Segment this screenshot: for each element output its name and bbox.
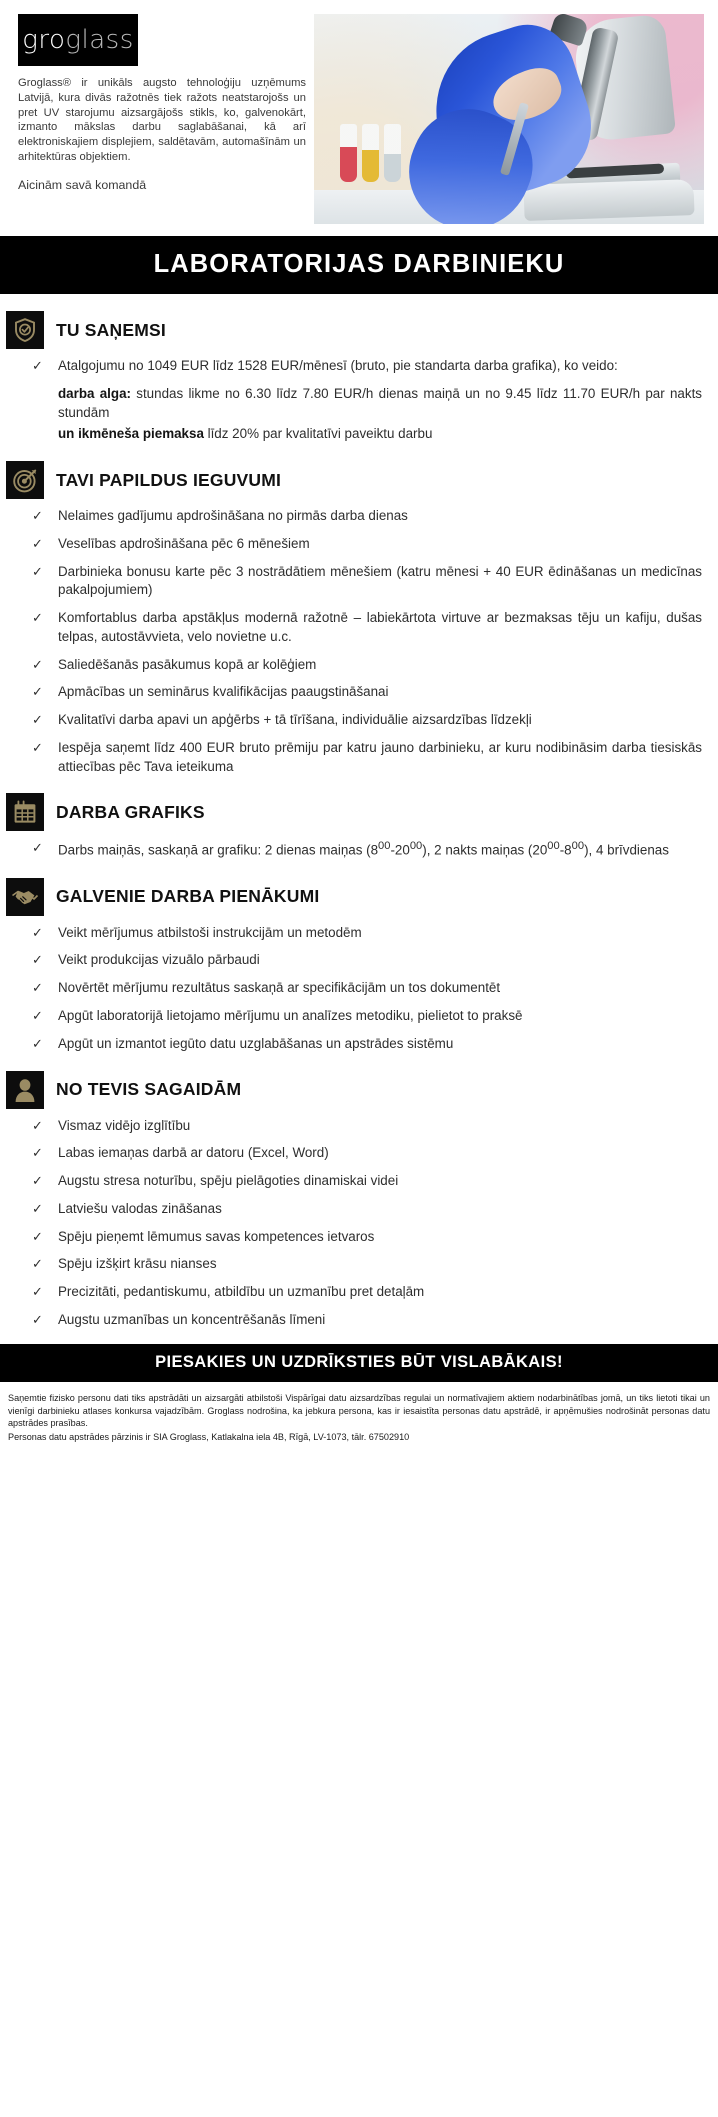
list-item-schedule	[32, 839, 702, 860]
list-item: ✓ Saliedēšanās pasākumus kopā ar kolēģiem	[32, 656, 702, 675]
section-header-sagaidam	[6, 1071, 702, 1109]
bullet-list-tu-sanemsi	[6, 357, 702, 376]
schedule-sup-1: 00	[378, 840, 391, 853]
schedule-sup-3: 00	[547, 840, 560, 853]
section-title: DARBA GRAFIKS	[56, 801, 205, 822]
salary-detail-bonus	[6, 425, 702, 444]
section-header-ieguvumi	[6, 461, 702, 499]
schedule-prefix: Darbs maiņās, saskaņā ar grafiku: 2 dienas maiņas (8	[58, 842, 379, 858]
target-icon	[6, 461, 44, 499]
list-item: ✓ Veikt mērījumus atbilstoši instrukcijām un metodēm	[32, 924, 702, 943]
groglass-logo	[18, 14, 138, 66]
cta-text: PIESAKIES UN UZDRĪKSTIES BŪT VISLABĀKAIS!	[155, 1352, 563, 1371]
person-icon	[6, 1071, 44, 1109]
job-title-banner	[0, 236, 718, 294]
salary-detail-hourly	[6, 385, 702, 423]
list-item: ✓ Kvalitatīvi darba apavi un apģērbs + tā tīrīšana, individuālie aizsardzības līdzekļi	[32, 711, 702, 730]
photo-test-tube-yellow	[362, 124, 379, 182]
invitation-line: Aicinām savā komandā	[18, 177, 147, 192]
logo-text-secondary: glass	[65, 25, 134, 55]
list-item: ✓ Precizitāti, pedantiskumu, atbildību un uzmanību pret detaļām	[32, 1283, 702, 1302]
section-title: NO TEVIS SAGAIDĀM	[56, 1079, 242, 1100]
salary-value-hourly: stundas likme no 6.30 līdz 7.80 EUR/h dienas maiņā un no 9.45 līdz 11.70 EUR/h par nakts stundām	[58, 385, 702, 420]
header-text-column	[8, 14, 308, 192]
list-item: ✓ Apgūt laboratorijā lietojamo mērījumu un analīzes metodiku, pielietot to praksē	[32, 1007, 702, 1026]
section-title: TAVI PAPILDUS IEGUVUMI	[56, 469, 282, 490]
list-item: ✓ Augstu stresa noturību, spēju pielāgoties dinamiskai videi	[32, 1172, 702, 1191]
list-item: ✓ Apgūt un izmantot iegūto datu uzglabāšanas un apstrādes sistēmu	[32, 1035, 702, 1054]
list-item: ✓ Veselības apdrošināšana pēc 6 mēnešiem	[32, 535, 702, 554]
schedule-mid-2: ), 2 nakts maiņas (20	[422, 842, 548, 858]
schedule-sup-2: 00	[409, 840, 423, 853]
legal-paragraph-controller: Personas datu apstrādes pārzinis ir SIA Groglass, Katlakalna iela 4B, Rīgā, LV-1073, tālr. 67502910	[8, 1432, 410, 1443]
main-content	[0, 311, 718, 1330]
calendar-icon	[6, 793, 44, 831]
schedule-mid-1: -20	[390, 842, 410, 858]
photo-test-tube-clear	[384, 124, 401, 182]
salary-value-bonus: līdz 20% par kvalitatīvi paveiktu darbu	[203, 426, 433, 442]
schedule-suffix: ), 4 brīvdienas	[584, 842, 669, 858]
list-item: ✓ Iespēja saņemt līdz 400 EUR bruto prēmiju par katru jauno darbinieku, ar kuru nodibināsim darba tiesiskās attiecības pēc Tava ieteikuma	[32, 739, 702, 777]
list-item: ✓ Apmācības un seminārus kvalifikācijas paaugstināšanai	[32, 683, 702, 702]
section-header-pienakumi	[6, 878, 702, 916]
list-item: ✓ Labas iemaņas darbā ar datoru (Excel, Word)	[32, 1144, 702, 1163]
list-item: ✓ Nelaimes gadījumu apdrošināšana no pirmās darba dienas	[32, 507, 702, 526]
list-item: ✓ Vismaz vidējo izglītību	[32, 1117, 702, 1136]
bullet-list-pienakumi	[6, 924, 702, 1054]
list-item: ✓ Spēju izšķirt krāsu nianses	[32, 1255, 702, 1274]
photo-microscope-base	[523, 179, 694, 221]
section-header-tu-sanemsi	[6, 311, 702, 349]
bullet-list-ieguvumi	[6, 507, 702, 776]
section-title: TU SAŅEMSI	[56, 319, 166, 340]
shield-check-icon	[6, 311, 44, 349]
list-item: ✓ Komfortablus darba apstākļus modernā ražotnē – labiekārtota virtuve ar bezmaksas tēju un kafiju, dušas telpas, autostāvvieta, velo novietne u.c.	[32, 609, 702, 647]
list-item: ✓ Atalgojumu no 1049 EUR līdz 1528 EUR/mēnesī (bruto, pie standarta darba grafika), ko veido:	[32, 357, 702, 376]
schedule-sup-4: 00	[571, 840, 585, 853]
job-title: LABORATORIJAS DARBINIEKU	[153, 250, 565, 278]
list-item: ✓ Novērtēt mērījumu rezultātus saskaņā ar specifikācijām un tos dokumentēt	[32, 979, 702, 998]
page-header	[0, 0, 718, 224]
schedule-mid-3: -8	[559, 842, 572, 858]
handshake-icon	[6, 878, 44, 916]
salary-label-piemaksa: un ikmēneša piemaksa	[58, 426, 204, 442]
section-header-grafiks	[6, 793, 702, 831]
photo-test-tube-red	[340, 124, 357, 182]
laboratory-photo	[314, 14, 704, 224]
salary-label-darba-alga: darba alga:	[58, 385, 131, 401]
list-item: ✓ Augstu uzmanības un koncentrēšanās līmeni	[32, 1311, 702, 1330]
section-title: GALVENIE DARBA PIENĀKUMI	[56, 886, 320, 907]
list-item: ✓ Darbinieka bonusu karte pēc 3 nostrādātiem mēnešiem (katru mēnesi + 40 EUR ēdināšanas un medicīnas pakalpojumiem)	[32, 563, 702, 601]
legal-paragraph-gdpr: Saņemtie fizisko personu dati tiks apstrādāti un aizsargāti atbilstoši Vispārīgai datu aizsardzības regulai un normatīvajiem aktiem nodarbinātības jomā, un tiks lietoti tikai un vienīgi darbinieku atlases konkursa vajadzībām. Groglass nodrošina, ka jebkura persona, kas ir iesaistīta personas datu apstrādē, ir apņēmušies nodrošināt personas datu apstrādes prasības.	[8, 1392, 710, 1429]
list-item: ✓ Veikt produkcijas vizuālo pārbaudi	[32, 951, 702, 970]
legal-disclaimer	[0, 1382, 718, 1452]
bullet-list-sagaidam	[6, 1117, 702, 1330]
logo-text-primary: gro	[22, 25, 66, 55]
list-item: ✓ Spēju pieņemt lēmumus savas kompetences ietvaros	[32, 1228, 702, 1247]
list-item: ✓ Latviešu valodas zināšanas	[32, 1200, 702, 1219]
call-to-action-banner	[0, 1344, 718, 1382]
bullet-list-grafiks	[6, 839, 702, 860]
company-intro-paragraph: Groglass® ir unikāls augsto tehnoloģiju uzņēmums Latvijā, kura divās ražotnēs tiek ražots neatstarojošs un pret UV starojumu aizsargājošs stikls, ko, galvenokārt, izmanto mākslas darbu saglabāšanai, kā arī elektroniskajiem displejiem, saldētavām, automašīnām un arhitektūras objektiem.	[18, 77, 306, 163]
